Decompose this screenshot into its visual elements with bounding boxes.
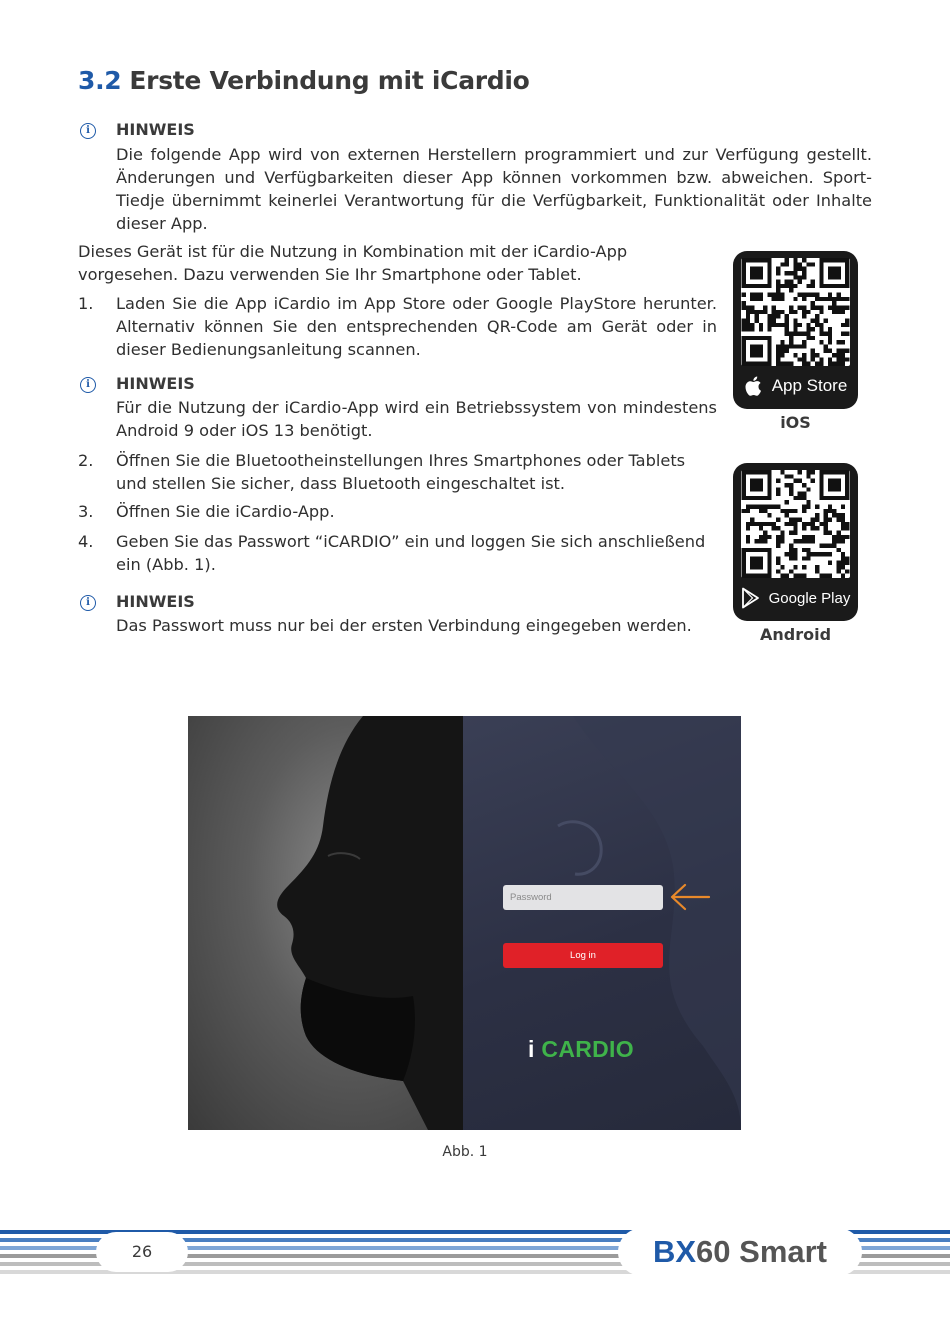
portrait-silhouette <box>188 716 463 1130</box>
product-suffix: 60 Smart <box>696 1234 828 1269</box>
step-text: Öffnen Sie die iCardio-App. <box>116 502 335 521</box>
step-text: Laden Sie die App iCardio im App Store oder Google PlayStore herunter. Alternativ können Sie den entsprechenden QR-Code am Gerät oder in dieser Bedienungsanleitung scannen. <box>116 294 717 359</box>
step-number: 4. <box>78 532 94 551</box>
qr-code <box>741 258 850 366</box>
store-name: Google Play <box>768 589 851 607</box>
silhouette-decoration <box>463 716 741 1130</box>
icardio-logo <box>528 1036 634 1063</box>
info-icon: i <box>80 595 96 611</box>
section-number: 3.2 <box>78 66 122 95</box>
note-text: Die folgende App wird von externen Herstellern programmiert und zur Verfügung gestellt. Änderungen und Verfügbarkeiten dieser App können vorkommen bzw. abweichen. Sport-Tiedje übernimmt keinerlei Verantwortung für die Verfügbarkeit, Funktionalität oder Inhalte dieser App. <box>116 145 872 233</box>
password-input: Password <box>503 885 663 910</box>
intro-paragraph: Dieses Gerät ist für die Nutzung in Kombination mit der iCardio-App vorgesehen. Dazu verwenden Sie Ihr Smartphone oder Tablet. <box>78 242 628 284</box>
product-title <box>618 1228 862 1276</box>
store-name: App Store <box>771 376 848 395</box>
step-number: 1. <box>78 294 94 313</box>
step-text: Geben Sie das Passwort “iCARDIO” ein und loggen Sie sich anschließend ein (Abb. 1). <box>116 532 706 574</box>
section-heading <box>78 66 530 95</box>
note-text: Für die Nutzung der iCardio-App wird ein Betriebssystem von mindestens Android 9 oder iOS 13 benötigt. <box>116 398 717 440</box>
login-panel <box>463 716 741 1130</box>
app-store-qr-card[interactable] <box>733 251 858 409</box>
product-prefix: BX <box>652 1234 697 1269</box>
apple-icon <box>744 375 764 397</box>
app-login-screenshot <box>188 716 741 1130</box>
arrow-left-icon <box>669 883 711 911</box>
platform-label: iOS <box>780 413 811 432</box>
step-number: 3. <box>78 502 94 521</box>
info-icon: i <box>80 123 96 139</box>
section-title: Erste Verbindung mit iCardio <box>129 66 530 95</box>
page-number: 26 <box>96 1232 188 1272</box>
step-text: Öffnen Sie die Bluetootheinstellungen Ihres Smartphones oder Tablets und stellen Sie sicher, dass Bluetooth eingeschaltet ist. <box>116 451 686 493</box>
google-play-badge <box>733 585 858 611</box>
note-title: HINWEIS <box>116 374 195 393</box>
info-icon: i <box>80 377 96 393</box>
brand-prefix: i <box>528 1036 535 1062</box>
note-text: Das Passwort muss nur bei der ersten Verbindung eingegeben werden. <box>116 616 692 635</box>
step-number: 2. <box>78 451 94 470</box>
brand-name: CARDIO <box>541 1036 634 1062</box>
google-play-qr-card[interactable] <box>733 463 858 621</box>
figure-caption: Abb. 1 <box>442 1144 488 1160</box>
login-button: Log in <box>503 943 663 968</box>
app-store-badge <box>733 373 858 399</box>
portrait-photo <box>188 716 463 1130</box>
google-play-icon <box>741 587 761 609</box>
platform-label: Android <box>759 625 832 644</box>
note-title: HINWEIS <box>116 592 195 611</box>
qr-code <box>741 470 850 578</box>
note-title: HINWEIS <box>116 120 195 139</box>
